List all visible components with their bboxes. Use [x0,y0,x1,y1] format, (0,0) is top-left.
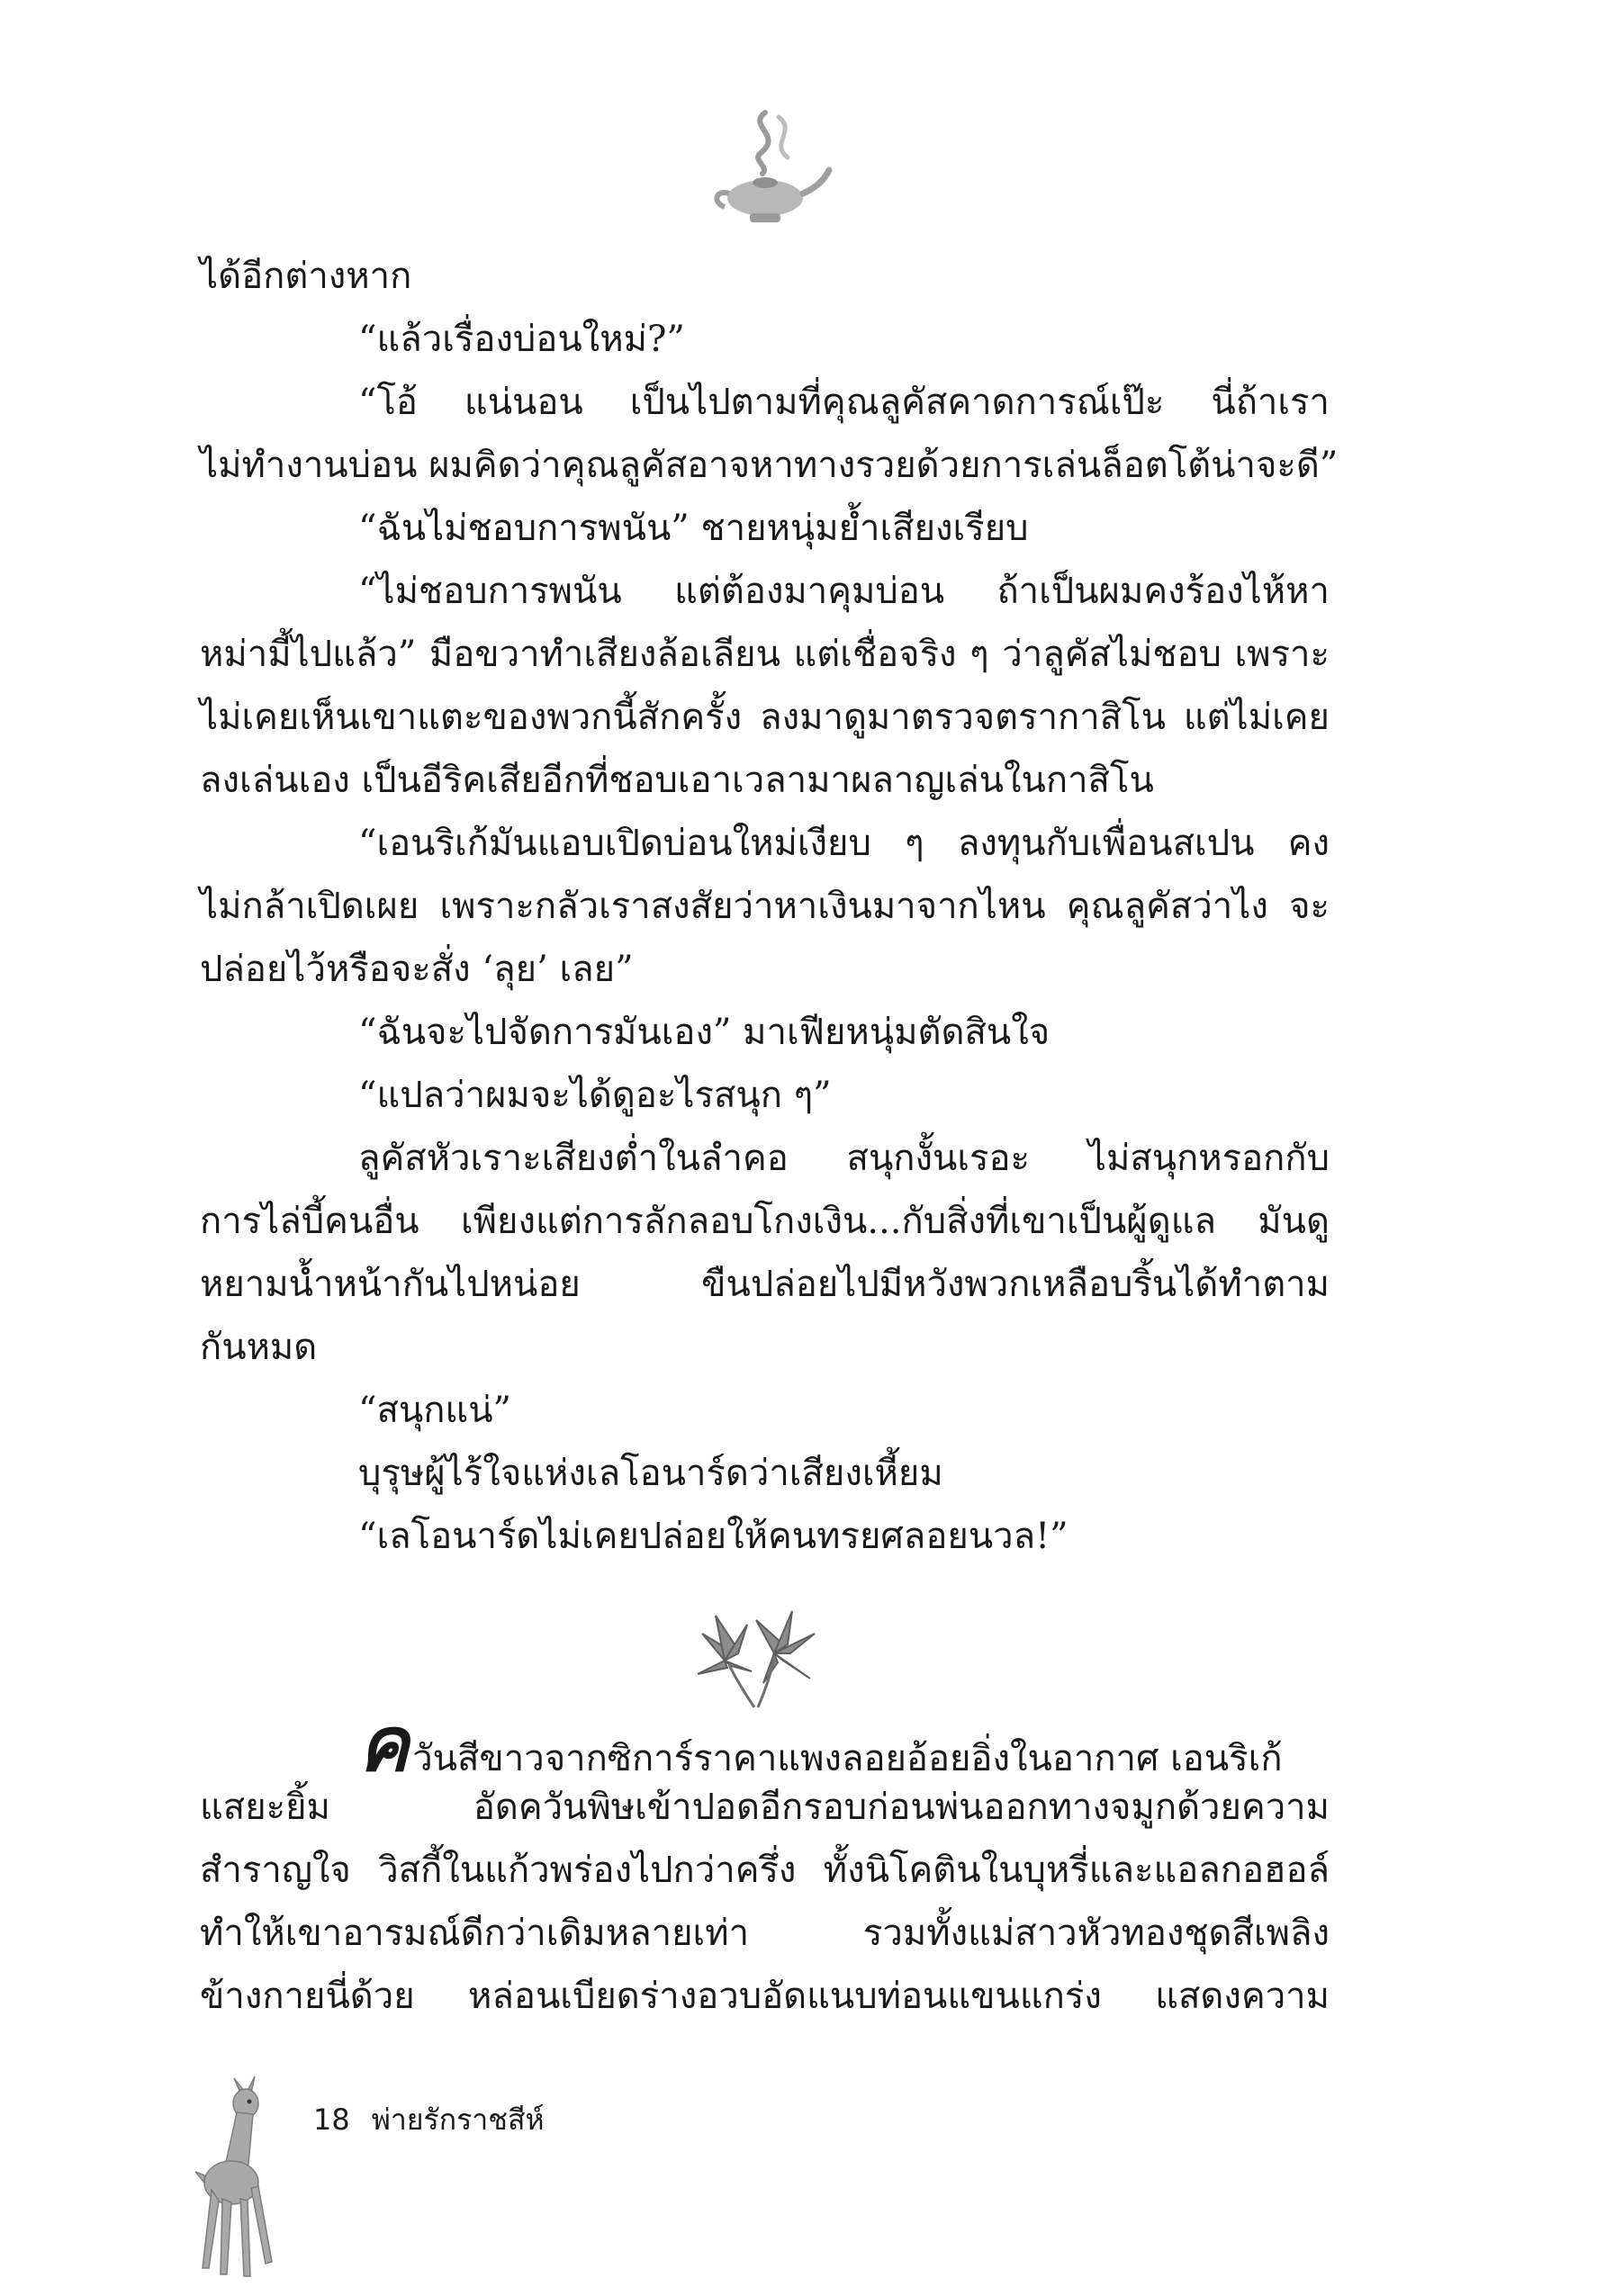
paragraph-first-line [200,1700,1330,1788]
text-line: “เอนริเก้มันแอบเปิดบ่อนใหม่เงียบ ๆ ลงทุนกับเพื่อนสเปน คง [358,823,1330,864]
text-line: แสยะยิ้ม อัดควันพิษเข้าปอดอีกรอบก่อนพ่นออกทางจมูกด้วยความ [200,1787,1330,1828]
text-line: ไม่กล้าเปิดเผย เพราะกลัวเราสงสัยว่าหาเงินมาจากไหน คุณลูคัสว่าไง จะ [200,886,1330,927]
text-line: “แปลว่าผมจะได้ดูอะไรสนุก ๆ” [358,1075,832,1116]
text-line: “สนุกแน่” [358,1390,511,1431]
deer-icon [185,2075,279,2282]
text-line: หยามน้ำหน้ากันไปหน่อย ขืนปล่อยไปมีหวังพวกเหลือบริ้นได้ทำตาม [200,1264,1330,1305]
text-line: “โอ้ แน่นอน เป็นไปตามที่คุณลูคัสคาดการณ์เป๊ะ นี่ถ้าเรา [358,382,1330,423]
story-text-part-2 [200,1700,1330,2028]
drop-cap: ค [358,1700,410,1788]
text-line: ไม่ทำงานบ่อน ผมคิดว่าคุณลูคัสอาจหาทางรวยด้วยการเล่นล็อตโต้น่าจะดี” [200,445,1339,486]
text-line: ไม่เคยเห็นเขาแตะของพวกนี้สักครั้ง ลงมาดูมาตรวจตรากาสิโน แต่ไม่เคย [200,697,1330,738]
text-line: “แล้วเรื่องบ่อนใหม่?” [358,319,685,360]
text-line: บุรุษผู้ไร้ใจแห่งเลโอนาร์ดว่าเสียงเหี้ยม [358,1453,943,1494]
text-line: สำราญใจ วิสกี้ในแก้วพร่องไปกว่าครึ่ง ทั้งนิโคตินในบุหรี่และแอลกอฮอล์ [200,1850,1330,1891]
lily-flower-icon [684,1598,819,1710]
text-line: ทำให้เขาอารมณ์ดีกว่าเดิมหลายเท่า รวมทั้งแม่สาวหัวทองชุดสีเพลิง [200,1913,1330,1954]
text-line: ข้างกายนี่ด้วย หล่อนเบียดร่างอวบอัดแนบท่อนแขนแกร่ง แสดงความ [200,1976,1330,2017]
text-line: “ไม่ชอบการพนัน แต่ต้องมาคุมบ่อน ถ้าเป็นผมคงร้องไห้หา [358,571,1330,612]
text-line: วันสีขาวจากซิการ์ราคาแพงลอยอ้อยอิ่งในอากาศ เอนริเก้ [412,1738,1283,1779]
page-footer [313,2097,545,2143]
text-line: “ฉันจะไปจัดการมันเอง” มาเฟียหนุ่มตัดสินใจ [358,1012,1050,1053]
text-line: หม่ามี้ไปแล้ว” มือขวาทำเสียงล้อเลียน แต่เชื่อจริง ๆ ว่าลูคัสไม่ชอบ เพราะ [200,634,1330,675]
story-text-part-1 [200,245,1339,1568]
text-line: การไล่บี้คนอื่น เพียงแต่การลักลอบโกงเงิน...กับสิ่งที่เขาเป็นผู้ดูแล มันดู [200,1201,1330,1242]
text-line: กันหมด [200,1327,318,1368]
page-number: 18 [313,2102,350,2137]
book-title: พ่ายรักราชสีห์ [371,2102,545,2137]
text-line: ได้อีกต่างหาก [200,256,412,297]
genie-lamp-icon [698,104,833,239]
text-line: ลูคัสหัวเราะเสียงต่ำในลำคอ สนุกงั้นเรอะ ไม่สนุกหรอกกับ [358,1138,1330,1179]
text-line: “เลโอนาร์ดไม่เคยปล่อยให้คนทรยศลอยนวล!” [358,1516,1068,1557]
text-line: ลงเล่นเอง เป็นอีริคเสียอีกที่ชอบเอาเวลามาผลาญเล่นในกาสิโน [200,760,1154,801]
text-line: “ฉันไม่ชอบการพนัน” ชายหนุ่มย้ำเสียงเรียบ [358,508,1029,549]
text-line: ปล่อยไว้หรือจะสั่ง ‘ลุย’ เลย” [200,949,634,990]
